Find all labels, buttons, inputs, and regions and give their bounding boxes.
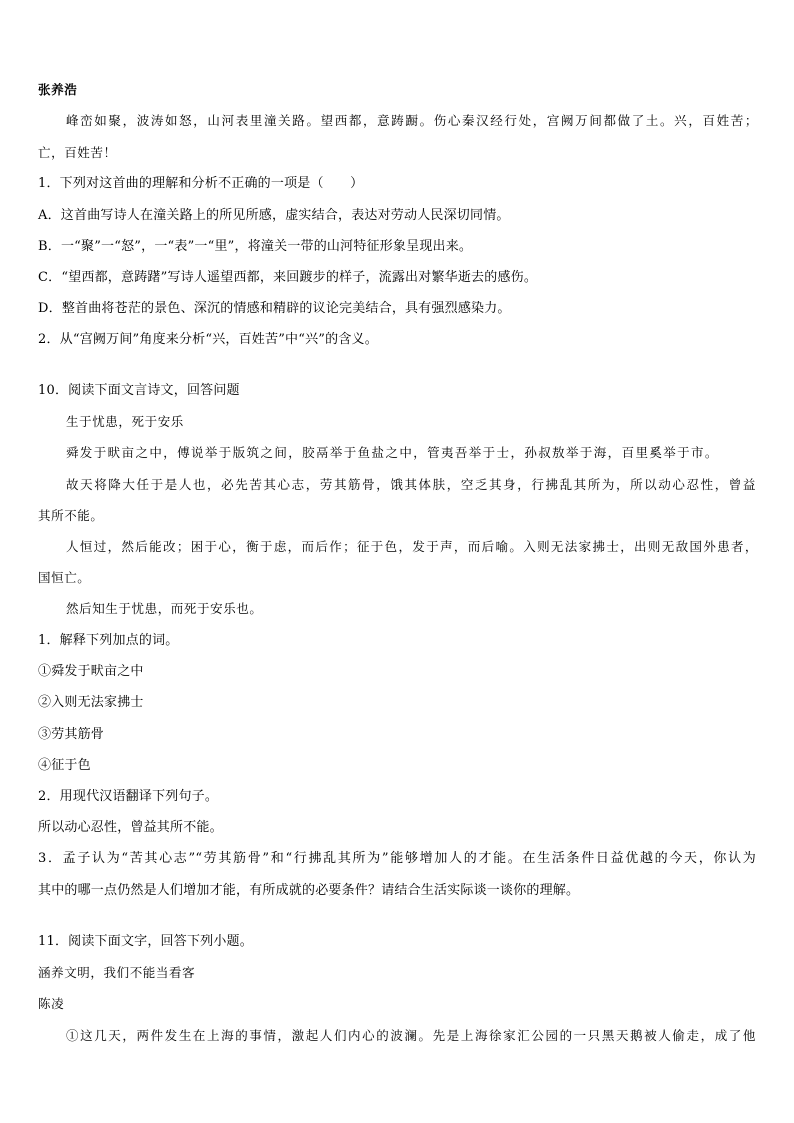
option-d: D．整首曲将苍茫的景色、深沉的情感和精辟的议论完美结合，具有强烈感染力。 (38, 301, 511, 316)
q10-subquestion-3a: 3．孟子认为“苦其心志”“劳其筋骨”和“行拂乱其所为”能够增加人的才能。在生活条件日益优越的今天，你认为 (38, 851, 756, 866)
q10-item-1: ①舜发于畎亩之中 (38, 664, 144, 679)
question-2: 2．从“宫阙万间”角度来分析“兴，百姓苦”中“兴”的含义。 (38, 332, 378, 347)
poem-line-2: 亡，百姓苦！ (38, 145, 117, 160)
q11-heading: 11．阅读下面文字，回答下列小题。 (38, 934, 253, 949)
poem-author: 张养浩 (38, 82, 78, 97)
q10-item-3: ③劳其筋骨 (38, 727, 105, 742)
option-b: B．一“聚”一“怒”，一“表”一“里”，将潼关一带的山河特征形象呈现出来。 (38, 239, 473, 254)
q10-item-4: ④征于色 (38, 758, 91, 773)
q11-article-author: 陈凌 (38, 996, 65, 1011)
option-c: C．“望西都，意踌躇”写诗人遥望西都，来回踱步的样子，流露出对繁华逝去的感伤。 (38, 270, 538, 285)
q10-subquestion-2: 2．用现代汉语翻译下列句子。 (38, 789, 219, 804)
q10-paragraph-3b: 国恒亡。 (38, 570, 91, 585)
q10-item-2: ②入则无法家拂士 (38, 695, 144, 710)
q10-subquestion-3b: 其中的哪一点仍然是人们增加才能，有所成就的必要条件？请结合生活实际谈一谈你的理解。 (38, 883, 580, 898)
q10-translate-sentence: 所以动心忍性，曾益其所不能。 (38, 820, 223, 835)
q10-paragraph-1: 舜发于畎亩之中，傅说举于版筑之间，胶鬲举于鱼盐之中，管夷吾举于士，孙叔敖举于海，百里奚举于市。 (66, 445, 718, 460)
q11-article-title: 涵养文明，我们不能当看客 (38, 965, 196, 980)
q10-paragraph-4: 然后知生于忧患，而死于安乐也。 (66, 601, 263, 616)
option-a: A．这首曲写诗人在潼关路上的所见所感，虚实结合，表达对劳动人民深切同情。 (38, 208, 510, 223)
q10-paragraph-2b: 其所不能。 (38, 508, 104, 523)
q10-heading: 10．阅读下面文言诗文，回答问题 (38, 383, 240, 398)
poem-line-1: 峰峦如聚，波涛如怒，山河表里潼关路。望西都，意踌蹰。伤心秦汉经行处，宫阙万间都做了土。兴，百姓苦； (66, 113, 758, 128)
q10-text-title: 生于忧患，死于安乐 (66, 414, 184, 429)
q11-paragraph-1: ①这几天，两件发生在上海的事情，激起人们内心的波澜。先是上海徐家汇公园的一只黑天鹅被人偷走，成了他 (66, 1028, 756, 1043)
question-1: 1．下列对这首曲的理解和分析不正确的一项是（ ） (38, 176, 364, 191)
q10-paragraph-3a: 人恒过，然后能改；困于心，衡于虑，而后作；征于色，发于声，而后喻。入则无法家拂士，出则无敌国外患者， (66, 539, 758, 554)
q10-paragraph-2a: 故天将降大任于是人也，必先苦其心志，劳其筋骨，饿其体肤，空乏其身，行拂乱其所为，所以动心忍性，曾益 (66, 477, 756, 492)
q10-subquestion-1: 1．解释下列加点的词。 (38, 633, 179, 648)
